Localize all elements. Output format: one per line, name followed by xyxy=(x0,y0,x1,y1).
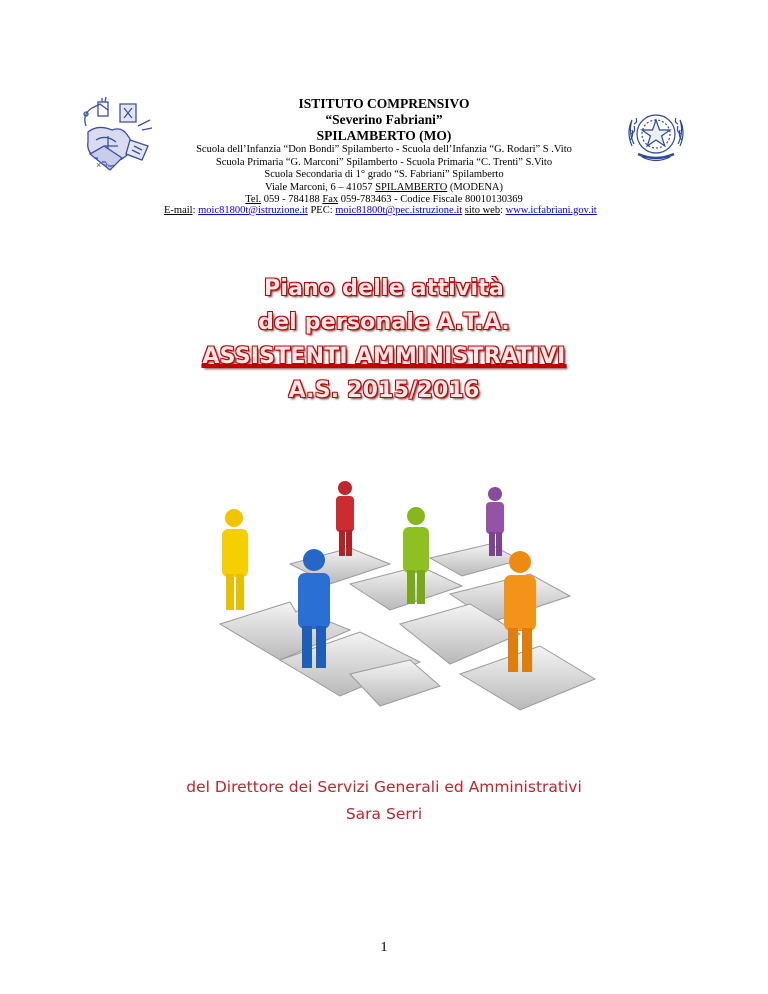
school-type: ISTITUTO COMPRENSIVO xyxy=(298,96,470,111)
pec-label: PEC: xyxy=(307,205,336,216)
title-line-2: del personale A.T.A. xyxy=(258,310,510,335)
document-title xyxy=(0,272,768,408)
schools-infanzia: Scuola dell’Infanzia “Don Bondi” Spilamberto - Scuola dell’Infanzia “G. Rodari” S .Vito xyxy=(196,144,572,155)
school-header xyxy=(120,96,648,207)
puzzle-people-illustration xyxy=(200,474,600,714)
pec-link[interactable]: moic81800t@pec.istruzione.it xyxy=(335,205,463,216)
school-name: “Severino Fabriani” xyxy=(325,112,443,127)
red-person-icon xyxy=(336,481,354,556)
svg-text:× + -: × + - xyxy=(96,160,115,170)
title-line-4: A.S. 2015/2016 xyxy=(288,378,480,403)
schools-primaria: Scuola Primaria “G. Marconi” Spilamberto - Scuola Primaria “C. Trenti” S.Vito xyxy=(215,156,553,168)
email-label: E-mail xyxy=(164,205,193,216)
tel-label: Tel. xyxy=(245,194,262,206)
web-label: sito web xyxy=(464,205,501,216)
title-line-1: Piano delle attività xyxy=(264,276,504,301)
school-address xyxy=(120,182,648,195)
email-separator: : xyxy=(192,205,199,216)
address-street: Viale Marconi, 6 – 41057 xyxy=(265,181,376,193)
school-email-line xyxy=(164,205,597,218)
website-link[interactable]: www.icfabriani.gov.it xyxy=(505,205,597,216)
author-role: del Direttore dei Servizi Generali ed Amministrativi xyxy=(186,778,582,796)
address-province: (MODENA) xyxy=(447,181,503,193)
web-separator: : xyxy=(500,205,506,216)
school-city: SPILAMBERTO (MO) xyxy=(316,128,452,143)
page-number: 1 xyxy=(380,940,388,955)
fax-label: Fax xyxy=(322,194,339,206)
author-name: Sara Serri xyxy=(345,805,423,823)
schools-secondaria: Scuola Secondaria di 1° grado “S. Fabriani” Spilamberto xyxy=(264,169,504,181)
email-link[interactable]: moic81800t@istruzione.it xyxy=(198,205,308,216)
author-block xyxy=(0,774,768,828)
tel-value: 059 - 784188 xyxy=(261,194,323,206)
fax-value: 059-783463 - Codice Fiscale 80010130369 xyxy=(338,194,523,206)
address-city: SPILAMBERTO xyxy=(375,181,448,193)
title-line-3: ASSISTENTI AMMINISTRATIVI xyxy=(202,344,566,369)
yellow-person-icon xyxy=(222,509,248,610)
